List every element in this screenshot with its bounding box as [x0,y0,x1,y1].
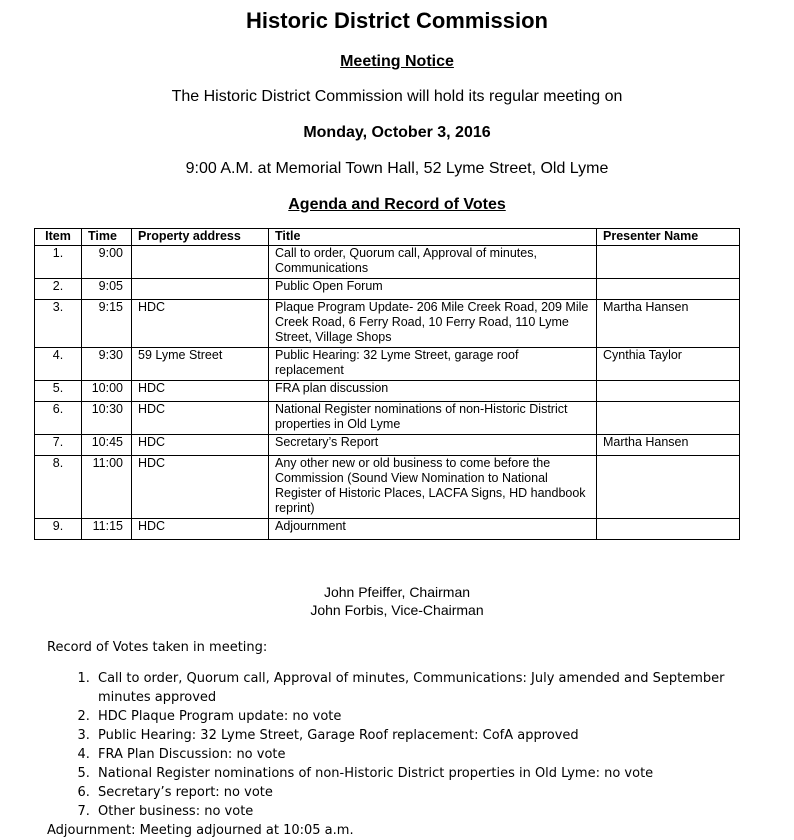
vote-item: 2. HDC Plaque Program update: no vote [94,707,747,726]
agenda-item-address: HDC [132,381,269,402]
agenda-item-time: 11:15 [82,519,132,540]
vote-item: 7. Other business: no vote [94,802,747,821]
agenda-item-title: Adjournment [269,519,597,540]
agenda-header-row [35,229,740,246]
agenda-row [35,348,740,381]
agenda-item-time: 9:05 [82,279,132,300]
agenda-item-address: HDC [132,519,269,540]
agenda-item-title: Public Hearing: 32 Lyme Street, garage roof replacement [269,348,597,381]
agenda-item-number: 8. [35,456,82,519]
agenda-item-time: 9:00 [82,246,132,279]
agenda-item-time: 11:00 [82,456,132,519]
agenda-item-address: HDC [132,456,269,519]
agenda-item-number: 3. [35,300,82,348]
meeting-location: 9:00 A.M. at Memorial Town Hall, 52 Lyme Street, Old Lyme [185,160,609,177]
vice-chairman-name: John Forbis, Vice-Chairman [310,602,484,618]
agenda-row [35,300,740,348]
adjournment-note: Adjournment: Meeting adjourned at 10:05 a.m. [47,823,354,838]
agenda-item-presenter: Martha Hansen [597,435,740,456]
agenda-item-title: Any other new or old business to come before the Commission (Sound View Nomination to National Register of Historic Places, LACFA Signs, HD handbook reprint) [269,456,597,519]
signature-block [0,583,794,619]
agenda-item-presenter [597,402,740,435]
agenda-row [35,456,740,519]
column-header-time: Time [82,229,132,246]
agenda-item-number: 9. [35,519,82,540]
agenda-item-time: 10:00 [82,381,132,402]
vote-item: 5. National Register nominations of non-Historic District properties in Old Lyme: no vote [94,764,747,783]
agenda-item-number: 4. [35,348,82,381]
vote-item: 6. Secretary’s report: no vote [94,783,747,802]
agenda-item-presenter [597,246,740,279]
document-title: Historic District Commission [246,8,548,33]
agenda-item-number: 6. [35,402,82,435]
agenda-item-title: Call to order, Quorum call, Approval of minutes, Communications [269,246,597,279]
agenda-item-title: National Register nominations of non-Historic District properties in Old Lyme [269,402,597,435]
agenda-item-presenter: Cynthia Taylor [597,348,740,381]
column-header-title: Title [269,229,597,246]
agenda-item-address: HDC [132,300,269,348]
agenda-heading: Agenda and Record of Votes [288,196,506,213]
agenda-item-presenter: Martha Hansen [597,300,740,348]
meeting-intro-text: The Historic District Commission will hold its regular meeting on [171,88,623,105]
vote-item: 4. FRA Plan Discussion: no vote [94,745,747,764]
vote-item: 3. Public Hearing: 32 Lyme Street, Garage Roof replacement: CofA approved [94,726,747,745]
agenda-item-address: HDC [132,435,269,456]
agenda-item-title: Plaque Program Update- 206 Mile Creek Road, 209 Mile Creek Road, 6 Ferry Road, 10 Ferry Road, 110 Lyme Street, Village Shops [269,300,597,348]
chairman-name: John Pfeiffer, Chairman [323,584,471,600]
votes-heading: Record of Votes taken in meeting: [47,640,268,655]
agenda-item-time: 9:30 [82,348,132,381]
agenda-row [35,246,740,279]
column-header-presenter: Presenter Name [597,229,740,246]
agenda-item-number: 2. [35,279,82,300]
agenda-item-time: 9:15 [82,300,132,348]
agenda-item-presenter [597,279,740,300]
agenda-item-presenter [597,519,740,540]
column-header-address: Property address [132,229,269,246]
agenda-row [35,519,740,540]
meeting-date: Monday, October 3, 2016 [303,124,491,141]
agenda-item-address: 59 Lyme Street [132,348,269,381]
agenda-row [35,279,740,300]
agenda-item-title: FRA plan discussion [269,381,597,402]
agenda-item-number: 1. [35,246,82,279]
agenda-row [35,381,740,402]
agenda-item-presenter [597,456,740,519]
votes-list [47,669,747,821]
agenda-item-number: 5. [35,381,82,402]
agenda-item-presenter [597,381,740,402]
vote-item: 1. Call to order, Quorum call, Approval of minutes, Communications: July amended and September minutes approved [94,669,747,707]
agenda-item-time: 10:30 [82,402,132,435]
agenda-row [35,435,740,456]
agenda-item-address [132,279,269,300]
agenda-item-title: Public Open Forum [269,279,597,300]
agenda-item-time: 10:45 [82,435,132,456]
agenda-item-address: HDC [132,402,269,435]
agenda-item-number: 7. [35,435,82,456]
meeting-notice-heading: Meeting Notice [340,53,454,70]
column-header-item: Item [35,229,82,246]
agenda-table [34,228,740,540]
agenda-body [35,246,740,540]
agenda-item-title: Secretary’s Report [269,435,597,456]
record-of-votes [47,638,747,840]
agenda-item-address [132,246,269,279]
agenda-row [35,402,740,435]
